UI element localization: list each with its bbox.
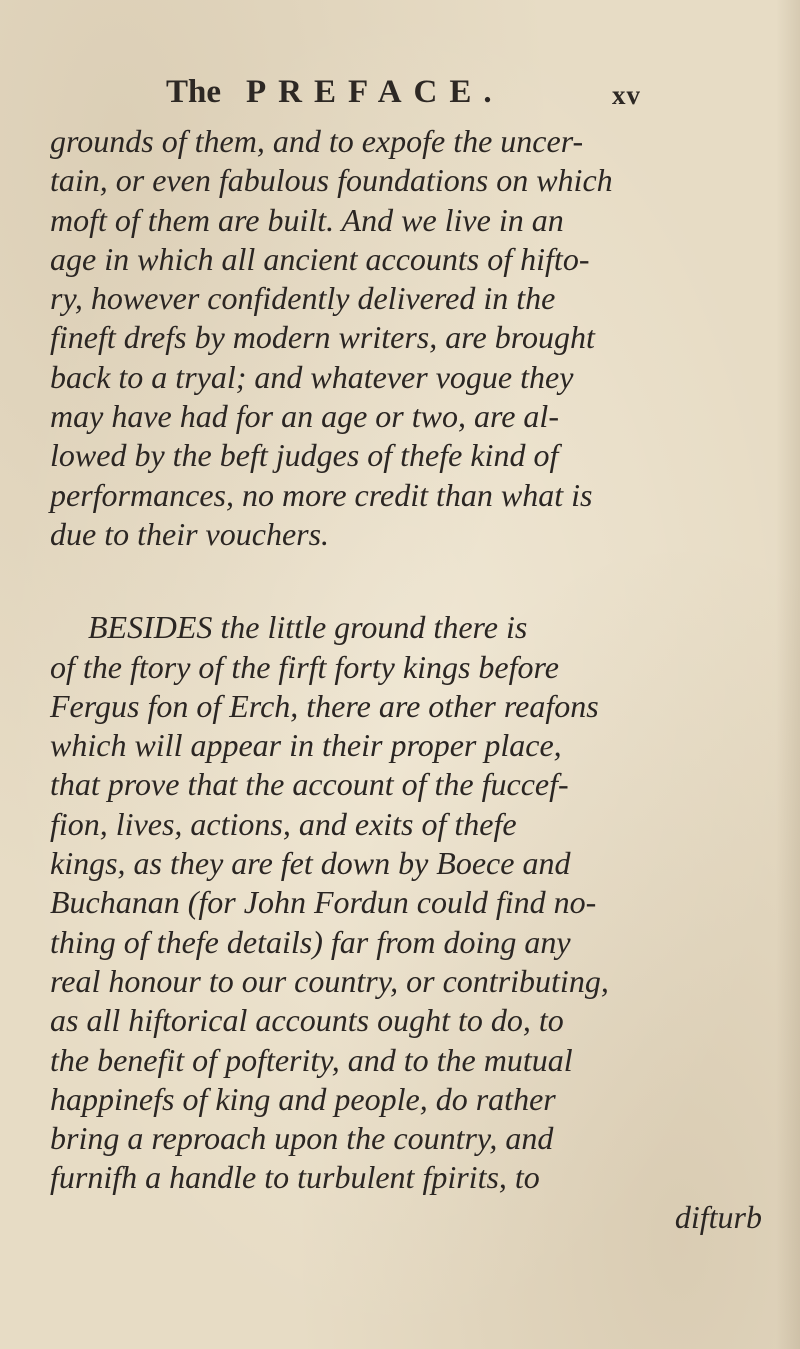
paragraph-gap	[50, 554, 762, 608]
text-line: real honour to our country, or contributing,	[50, 962, 609, 999]
running-head-title: PREFACE.	[246, 74, 504, 110]
running-head-word: The	[166, 74, 222, 110]
text-line: tain, or even fabulous foundations on which	[50, 162, 613, 199]
page-edge-shadow	[776, 0, 800, 1349]
text-line: fineft drefs by modern writers, are brought	[50, 319, 595, 356]
text-line: thing of thefe details) far from doing any	[50, 923, 571, 960]
text-line: ry, however confidently delivered in the	[50, 280, 556, 317]
paragraph-2	[50, 608, 762, 1237]
text-line: grounds of them, and to expofe the uncer-	[50, 123, 584, 159]
text-line: Fergus fon of Erch, there are other reafons	[50, 687, 599, 724]
text-line: that prove that the account of the fuccef-	[50, 766, 569, 803]
text-line: which will appear in their proper place,	[50, 727, 562, 764]
text-line: lowed by the beft judges of thefe kind of	[50, 437, 559, 474]
text-line: Buchanan (for John Fordun could find no-	[50, 884, 597, 921]
text-line: as all hiftorical accounts ought to do, to	[50, 1002, 564, 1039]
text-line: performances, no more credit than what is	[50, 476, 593, 513]
body-text	[50, 122, 762, 1237]
text-line: BESIDES the little ground there is	[88, 609, 528, 646]
text-line: furnifh a handle to turbulent fpirits, to	[50, 1159, 540, 1196]
text-line: fion, lives, actions, and exits of thefe	[50, 805, 517, 842]
text-line: back to a tryal; and whatever vogue they	[50, 358, 574, 395]
text-line: due to their vouchers.	[50, 515, 330, 552]
text-line: of the ftory of the firft forty kings before	[50, 648, 559, 685]
text-line: moft of them are built. And we live in an	[50, 201, 564, 238]
text-line: bring a reproach upon the country, and	[50, 1120, 554, 1157]
text-line: may have had for an age or two, are al-	[50, 398, 559, 435]
page-number: xv	[612, 80, 641, 110]
text-line: age in which all ancient accounts of hifto-	[50, 240, 590, 277]
text-line: happinefs of king and people, do rather	[50, 1080, 556, 1117]
text-line: kings, as they are fet down by Boece and	[50, 845, 571, 882]
text-line: the benefit of pofterity, and to the mutual	[50, 1041, 573, 1078]
catchword: difturb	[674, 1198, 762, 1235]
paragraph-1	[50, 122, 762, 554]
